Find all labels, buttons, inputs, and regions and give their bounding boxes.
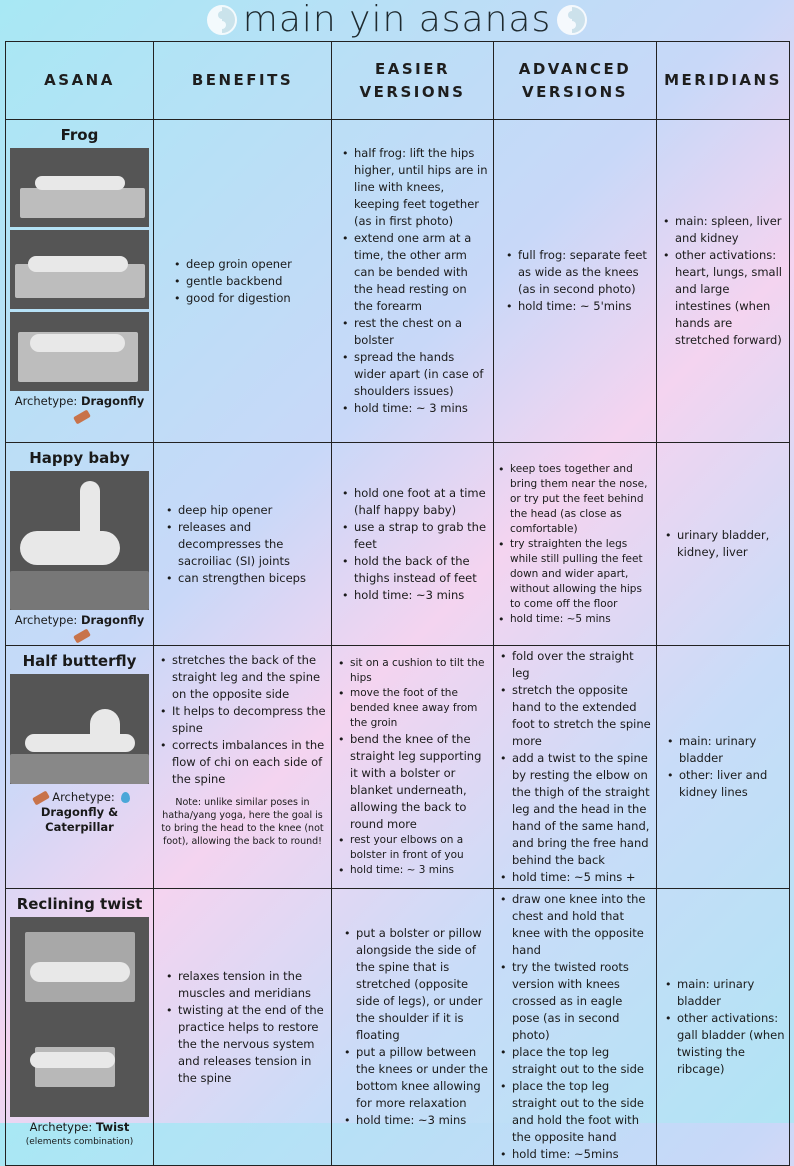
list-item: • rest your elbows on a bolster in front of you [336, 833, 491, 863]
pose-photo [10, 471, 149, 610]
header-benefits: BENEFITS [154, 42, 332, 120]
pose-photo [10, 312, 149, 391]
asana-cell [6, 646, 154, 889]
list-item: • spread the hands wider apart (in case of shoulders issues) [340, 349, 489, 400]
meridians-cell [657, 646, 790, 889]
pose-photo [10, 917, 149, 1117]
list-item: • releases and decompresses the sacroiliac (SI) joints [164, 519, 327, 570]
meridians-cell [657, 443, 790, 646]
advanced-cell [494, 120, 657, 443]
meridians-cell [657, 120, 790, 443]
archetype-name: Twist [95, 1120, 130, 1134]
list-item: • hold time: ~5mins [498, 1146, 652, 1163]
list-item: • bend the knee of the straight leg supporting it with a bolster or blanket underneath, allowing the back to round more [336, 731, 491, 833]
table-row [6, 889, 790, 1166]
list-item: • deep groin opener [172, 256, 327, 273]
note: Note: unlike similar poses in hatha/yang yoga, here the goal is to bring the head to the knee (not foot), allowing the back to round! [161, 797, 324, 847]
list-item: • place the top leg straight out to the side [498, 1044, 652, 1078]
archetype: Archetype: Dragonfly & Caterpillar [9, 790, 150, 835]
list-item: • hold time: ~3 mins [342, 1112, 489, 1129]
easier-cell [332, 889, 494, 1166]
pose-photo [10, 674, 149, 784]
benefits-cell [154, 646, 332, 889]
water-drop-icon [121, 792, 130, 803]
meridians-cell [657, 889, 790, 1166]
yin-yang-icon [557, 5, 587, 35]
list-item: • hold time: ~5 mins [496, 612, 654, 627]
archetype: Archetype: Twist (elements combination) [9, 1120, 150, 1150]
table-row [6, 120, 790, 443]
list-item: • place the top leg straight out to the side and hold the foot with the opposite hand [498, 1078, 652, 1146]
easier-cell [332, 120, 494, 443]
advanced-cell [494, 443, 657, 646]
list-item: • hold time: ~ 3 mins [336, 863, 491, 878]
benefits-cell [154, 120, 332, 443]
list-item: • put a pillow between the knees or under the bottom knee allowing for more relaxation [342, 1044, 489, 1112]
list-item: • hold time: ~5 mins + [498, 869, 654, 886]
list-item: • corrects imbalances in the flow of chi on each side of the spine [158, 737, 327, 788]
archetype-sub: (elements combination) [25, 1137, 134, 1147]
archetype-name: Dragonfly & Caterpillar [40, 805, 119, 834]
wood-icon [73, 628, 91, 643]
header-asana: ASANA [6, 42, 154, 120]
archetype-name: Dragonfly [80, 394, 145, 408]
benefits-cell [154, 443, 332, 646]
list-item: • add a twist to the spine by resting the elbow on the thigh of the straight leg and the head in the hand of the same hand, and bring the free hand behind the back [498, 750, 654, 869]
list-item: • hold the back of the thighs instead of feet [340, 553, 489, 587]
list-item: • fold over the straight leg [498, 648, 654, 682]
list-item: • hold time: ~ 5'mins [504, 298, 652, 315]
list-item: • main: spleen, liver and kidney [661, 213, 785, 247]
archetype: Archetype: Dragonfly [9, 613, 150, 643]
asana-cell [6, 889, 154, 1166]
list-item: • hold time: ~3 mins [340, 587, 489, 604]
list-item: • other activations: gall bladder (when twisting the ribcage) [663, 1010, 785, 1078]
page-title: main yin asanas [242, 0, 552, 40]
list-item: • main: urinary bladder [663, 976, 785, 1010]
list-item: • draw one knee into the chest and hold that knee with the opposite hand [498, 891, 652, 959]
header-advanced: ADVANCED VERSIONS [494, 42, 657, 120]
asana-name: Half butterfly [22, 652, 137, 670]
list-item: • hold one foot at a time (half happy baby) [340, 485, 489, 519]
asana-name: Reclining twist [16, 895, 143, 913]
header-meridians: MERIDIANS [657, 42, 790, 120]
list-item: • keep toes together and bring them near the nose, or try put the feet behind the head (as close as comfortable) [496, 462, 654, 537]
asana-cell [6, 120, 154, 443]
list-item: • hold time: ~ 3 mins [340, 400, 489, 417]
wood-icon [73, 409, 91, 424]
list-item: • rest the chest on a bolster [340, 315, 489, 349]
list-item: • twisting at the end of the practice helps to restore the the nervous system and releases tension in the spine [164, 1002, 327, 1087]
list-item: • deep hip opener [164, 502, 327, 519]
list-item: • other: liver and kidney lines [665, 767, 785, 801]
asana-cell [6, 443, 154, 646]
archetype: Archetype: Dragonfly [9, 394, 150, 424]
list-item: • It helps to decompress the spine [158, 703, 327, 737]
list-item: • try straighten the legs while still pulling the feet down and wider apart, without allowing the hips to come off the floor [496, 537, 654, 612]
list-item: • main: urinary bladder [665, 733, 785, 767]
benefits-cell [154, 889, 332, 1166]
table-row [6, 646, 790, 889]
list-item: • good for digestion [172, 290, 327, 307]
table-row [6, 443, 790, 646]
header-row [6, 42, 790, 120]
advanced-cell [494, 646, 657, 889]
list-item: • move the foot of the bended knee away from the groin [336, 686, 491, 731]
list-item: • gentle backbend [172, 273, 327, 290]
yin-yang-icon [207, 5, 237, 35]
list-item: • relaxes tension in the muscles and meridians [164, 968, 327, 1002]
title-bar [0, 0, 794, 40]
list-item: • stretch the opposite hand to the extended foot to stretch the spine more [498, 682, 654, 750]
pose-photo [10, 148, 149, 227]
easier-cell [332, 443, 494, 646]
list-item: • full frog: separate feet as wide as the knees (as in second photo) [504, 247, 652, 298]
pose-photo [10, 230, 149, 309]
easier-cell [332, 646, 494, 889]
asanas-table [5, 41, 790, 1166]
list-item: • try the twisted roots version with knees crossed as in eagle pose (as in second photo) [498, 959, 652, 1044]
list-item: • extend one arm at a time, the other arm can be bended with the head resting on the forearm [340, 230, 489, 315]
asana-name: Frog [60, 126, 99, 144]
list-item: • half frog: lift the hips higher, until hips are in line with knees, keeping feet together (as in first photo) [340, 145, 489, 230]
header-easier: EASIER VERSIONS [332, 42, 494, 120]
asana-name: Happy baby [29, 449, 130, 467]
list-item: • other activations: heart, lungs, small and large intestines (when hands are stretched forward) [661, 247, 785, 349]
archetype-name: Dragonfly [80, 613, 145, 627]
list-item: • stretches the back of the straight leg and the spine on the opposite side [158, 652, 327, 703]
list-item: • sit on a cushion to tilt the hips [336, 656, 491, 686]
list-item: • urinary bladder, kidney, liver [663, 527, 785, 561]
advanced-cell [494, 889, 657, 1166]
list-item: • put a bolster or pillow alongside the side of the spine that is stretched (opposite side of legs), or under the shoulder if it is floating [342, 925, 489, 1044]
wood-icon [32, 790, 50, 805]
list-item: • can strengthen biceps [164, 570, 327, 587]
list-item: • use a strap to grab the feet [340, 519, 489, 553]
